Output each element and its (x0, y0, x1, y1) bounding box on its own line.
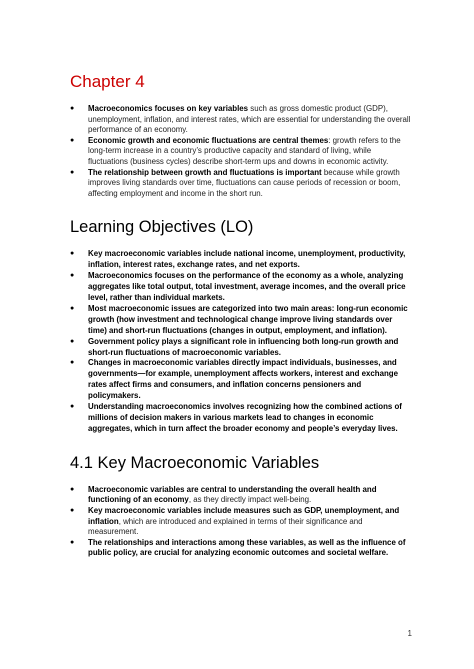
bullet-text: , as they directly impact well-being. (188, 495, 312, 505)
bullet-bold-text: The relationship between growth and fluctuations is important (88, 167, 322, 177)
bullet-icon: ● (70, 403, 75, 411)
list-item (70, 485, 412, 506)
list-item (70, 402, 412, 435)
bullet-icon: ● (70, 105, 75, 112)
bullet-icon: ● (70, 485, 75, 493)
bullet-text: because while growth improves living standards over time, fluctuations can cause periods of recession or boom, affecting employment and income in the short run. (88, 167, 401, 198)
bullet-icon: ● (70, 272, 75, 280)
bullet-icon: ● (70, 168, 75, 176)
bullet-icon: ● (70, 538, 75, 546)
bullet-text: Most macroeconomic issues are categorized into two main areas: long-run economic growth (how investment and technological change improve living standards over time) and short-run fluctuations (changes in output, employment, and inflation). (88, 303, 408, 335)
list-item (70, 168, 412, 200)
list-item (70, 337, 412, 359)
bullet-text: , which are introduced and explained in terms of their significance and measurement. (88, 516, 363, 537)
bullet-bold-text: Economic growth and economic fluctuations are central themes (88, 135, 329, 145)
learning-objectives-heading: Learning Objectives (LO) (70, 218, 254, 237)
bullet-icon: ● (70, 506, 75, 514)
bullet-text: such as gross domestic product (GDP), unemployment, inflation, and interest rates, which are essential for understanding the overall performance of an economy. (88, 104, 411, 135)
bullet-icon: ● (70, 304, 75, 312)
bullet-icon: ● (70, 359, 75, 367)
bullet-text: : growth refers to the long-term increase in a country’s productive capacity and standard of living, while fluctuations (business cycles) describe short-term ups and downs in economic activity. (88, 135, 401, 166)
bullet-text: Key macroeconomic variables include national income, unemployment, productivity, inflation, interest rates, exchange rates, and net exports. (88, 249, 406, 270)
bullet-bold-text: The relationships and interactions among these variables, as well as the influence of public policy, are crucial for analyzing economic outcomes and societal welfare. (88, 537, 406, 558)
bullet-icon: ● (70, 337, 75, 345)
bullet-text: Understanding macroeconomics involves recognizing how the combined actions of millions of decision makers in various markets lead to changes in economic aggregates, which in turn affect the broader economy and people’s everyday lives. (88, 402, 402, 433)
bullet-icon: ● (70, 250, 75, 258)
bullet-bold-text: Macroeconomic variables are central to understanding the overall health and functioning of an economy (88, 484, 377, 505)
bullet-text: Government policy plays a significant role in influencing both long-run growth and short-run fluctuations of macroeconomic variables. (88, 336, 399, 357)
list-item (70, 104, 412, 136)
bullet-icon: ● (70, 136, 75, 144)
bullet-bold-text: Macroeconomics focuses on key variables (88, 104, 249, 113)
bullet-bold-text: Key macroeconomic variables include measures such as GDP, unemployment, and inflation (88, 505, 400, 526)
section-heading: 4.1 Key Macroeconomic Variables (70, 453, 320, 472)
list-item (70, 538, 412, 559)
intro-bullet-list (70, 104, 412, 199)
bullet-text: Changes in macroeconomic variables directly impact individuals, businesses, and governments—for example, unemployment affects workers, interest and exchange rates affect firms and consumers, and inflation concerns pensioners and policymakers. (88, 358, 399, 401)
list-item (70, 304, 412, 337)
list-item (70, 358, 412, 402)
list-item (70, 271, 412, 304)
learning-objectives-list (70, 249, 412, 434)
bullet-text: Macroeconomics focuses on the performance of the economy as a whole, analyzing aggregates like total output, total investment, average incomes, and the overall price level, rather than individual markets. (88, 271, 406, 302)
section-bullet-list (70, 485, 412, 559)
chapter-title: Chapter 4 (70, 72, 145, 91)
list-item (70, 136, 412, 168)
list-item (70, 506, 412, 538)
page-number: 1 (407, 629, 412, 638)
list-item (70, 249, 412, 271)
